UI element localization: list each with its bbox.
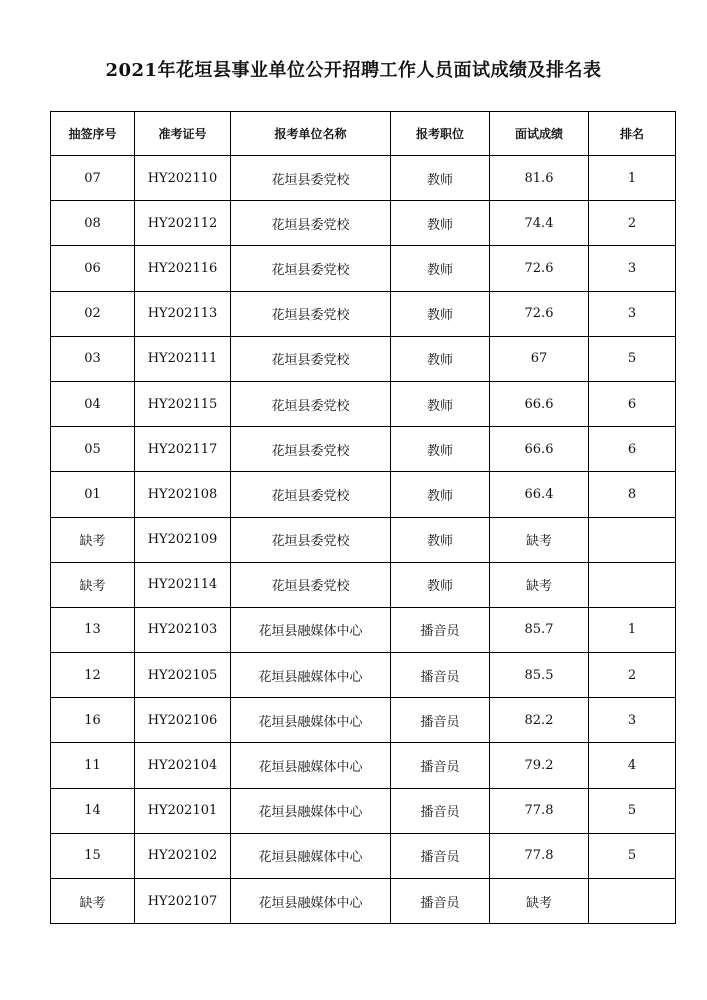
cell-rank: [589, 562, 676, 607]
cell-interview-score: 77.8: [490, 833, 589, 878]
cell-draw-number: 缺考: [51, 562, 135, 607]
cell-unit-name: 花垣县委党校: [231, 246, 391, 291]
cell-position: 教师: [391, 156, 490, 201]
cell-rank: 2: [589, 201, 676, 246]
cell-unit-name: 花垣县委党校: [231, 336, 391, 381]
page-title: 2021年花垣县事业单位公开招聘工作人员面试成绩及排名表: [105, 60, 602, 81]
cell-interview-score: 72.6: [490, 291, 589, 336]
cell-position: 教师: [391, 562, 490, 607]
cell-rank: 2: [589, 653, 676, 698]
table-row: [51, 156, 676, 201]
cell-exam-id: HY202102: [135, 833, 231, 878]
cell-position: 教师: [391, 201, 490, 246]
cell-rank: 1: [589, 156, 676, 201]
cell-exam-id: HY202112: [135, 201, 231, 246]
cell-rank: [589, 879, 676, 924]
cell-draw-number: 11: [51, 743, 135, 788]
column-header-rank: 排名: [589, 112, 676, 156]
cell-draw-number: 07: [51, 156, 135, 201]
cell-exam-id: HY202105: [135, 653, 231, 698]
cell-rank: 5: [589, 336, 676, 381]
cell-interview-score: 66.6: [490, 427, 589, 472]
cell-draw-number: 缺考: [51, 517, 135, 562]
cell-interview-score: 74.4: [490, 201, 589, 246]
cell-exam-id: HY202104: [135, 743, 231, 788]
cell-unit-name: 花垣县委党校: [231, 156, 391, 201]
cell-exam-id: HY202109: [135, 517, 231, 562]
cell-draw-number: 14: [51, 788, 135, 833]
cell-position: 教师: [391, 381, 490, 426]
cell-unit-name: 花垣县融媒体中心: [231, 879, 391, 924]
cell-position: 播音员: [391, 607, 490, 652]
table-row: [51, 517, 676, 562]
table-row: [51, 427, 676, 472]
cell-exam-id: HY202113: [135, 291, 231, 336]
cell-exam-id: HY202107: [135, 879, 231, 924]
cell-exam-id: HY202115: [135, 381, 231, 426]
cell-position: 播音员: [391, 698, 490, 743]
cell-rank: [589, 517, 676, 562]
cell-interview-score: 72.6: [490, 246, 589, 291]
column-header-exam-id: 准考证号: [135, 112, 231, 156]
cell-rank: 6: [589, 381, 676, 426]
cell-position: 播音员: [391, 833, 490, 878]
cell-interview-score: 81.6: [490, 156, 589, 201]
cell-draw-number: 03: [51, 336, 135, 381]
cell-rank: 5: [589, 788, 676, 833]
cell-draw-number: 05: [51, 427, 135, 472]
cell-exam-id: HY202117: [135, 427, 231, 472]
cell-rank: 3: [589, 698, 676, 743]
cell-rank: 5: [589, 833, 676, 878]
cell-unit-name: 花垣县融媒体中心: [231, 833, 391, 878]
cell-position: 教师: [391, 472, 490, 517]
cell-unit-name: 花垣县委党校: [231, 562, 391, 607]
cell-interview-score: 82.2: [490, 698, 589, 743]
cell-unit-name: 花垣县融媒体中心: [231, 607, 391, 652]
cell-unit-name: 花垣县融媒体中心: [231, 698, 391, 743]
cell-draw-number: 06: [51, 246, 135, 291]
column-header-position: 报考职位: [391, 112, 490, 156]
cell-exam-id: HY202106: [135, 698, 231, 743]
cell-exam-id: HY202103: [135, 607, 231, 652]
cell-exam-id: HY202110: [135, 156, 231, 201]
cell-rank: 4: [589, 743, 676, 788]
cell-position: 播音员: [391, 743, 490, 788]
table-row: [51, 562, 676, 607]
cell-exam-id: HY202101: [135, 788, 231, 833]
cell-position: 教师: [391, 336, 490, 381]
cell-position: 教师: [391, 517, 490, 562]
cell-interview-score: 77.8: [490, 788, 589, 833]
cell-draw-number: 16: [51, 698, 135, 743]
cell-draw-number: 15: [51, 833, 135, 878]
table-row: [51, 246, 676, 291]
cell-exam-id: HY202114: [135, 562, 231, 607]
cell-rank: 6: [589, 427, 676, 472]
cell-draw-number: 12: [51, 653, 135, 698]
table-row: [51, 607, 676, 652]
cell-draw-number: 13: [51, 607, 135, 652]
table-row: [51, 653, 676, 698]
cell-unit-name: 花垣县融媒体中心: [231, 788, 391, 833]
cell-unit-name: 花垣县委党校: [231, 291, 391, 336]
cell-interview-score: 缺考: [490, 517, 589, 562]
cell-unit-name: 花垣县委党校: [231, 517, 391, 562]
cell-unit-name: 花垣县委党校: [231, 472, 391, 517]
table-row: [51, 201, 676, 246]
cell-unit-name: 花垣县融媒体中心: [231, 653, 391, 698]
table-row: [51, 879, 676, 924]
table-row: [51, 472, 676, 517]
cell-exam-id: HY202111: [135, 336, 231, 381]
table-row: [51, 833, 676, 878]
table-row: [51, 291, 676, 336]
cell-unit-name: 花垣县融媒体中心: [231, 743, 391, 788]
cell-draw-number: 02: [51, 291, 135, 336]
table-row: [51, 743, 676, 788]
column-header-unit-name: 报考单位名称: [231, 112, 391, 156]
cell-interview-score: 66.4: [490, 472, 589, 517]
cell-rank: 8: [589, 472, 676, 517]
cell-interview-score: 66.6: [490, 381, 589, 426]
table-header-row: [51, 112, 676, 156]
cell-interview-score: 67: [490, 336, 589, 381]
cell-draw-number: 01: [51, 472, 135, 517]
table-row: [51, 788, 676, 833]
cell-position: 教师: [391, 427, 490, 472]
table-row: [51, 698, 676, 743]
table-row: [51, 336, 676, 381]
cell-rank: 1: [589, 607, 676, 652]
cell-interview-score: 85.5: [490, 653, 589, 698]
cell-exam-id: HY202108: [135, 472, 231, 517]
table-row: [51, 381, 676, 426]
cell-position: 播音员: [391, 788, 490, 833]
cell-unit-name: 花垣县委党校: [231, 381, 391, 426]
cell-position: 播音员: [391, 879, 490, 924]
column-header-draw-number: 抽签序号: [51, 112, 135, 156]
cell-rank: 3: [589, 291, 676, 336]
cell-draw-number: 缺考: [51, 879, 135, 924]
cell-rank: 3: [589, 246, 676, 291]
cell-position: 教师: [391, 291, 490, 336]
column-header-interview-score: 面试成绩: [490, 112, 589, 156]
cell-interview-score: 79.2: [490, 743, 589, 788]
cell-position: 播音员: [391, 653, 490, 698]
cell-unit-name: 花垣县委党校: [231, 201, 391, 246]
cell-interview-score: 缺考: [490, 879, 589, 924]
cell-draw-number: 08: [51, 201, 135, 246]
cell-interview-score: 缺考: [490, 562, 589, 607]
cell-draw-number: 04: [51, 381, 135, 426]
cell-unit-name: 花垣县委党校: [231, 427, 391, 472]
cell-exam-id: HY202116: [135, 246, 231, 291]
table-body: [51, 156, 676, 924]
cell-interview-score: 85.7: [490, 607, 589, 652]
results-table: [50, 111, 676, 924]
cell-position: 教师: [391, 246, 490, 291]
